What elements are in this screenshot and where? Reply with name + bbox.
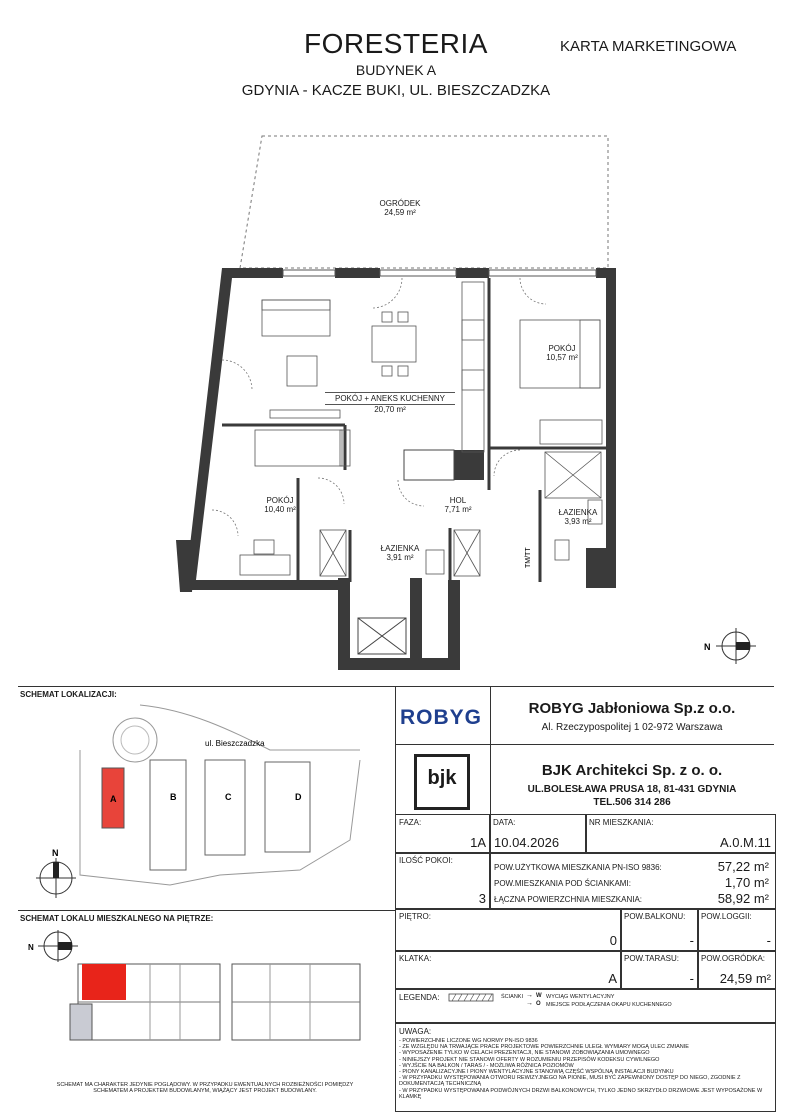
cell-faza: FAZA: 1A [395,814,491,854]
cell-data: DATA: 10.04.2026 [489,814,587,854]
arrow-icon-2: → [526,1000,533,1007]
location-compass-letter: N [52,848,59,858]
floor-schema-map [20,924,390,1050]
garden-label: OGRÓDEK 24,59 m² [379,199,421,217]
cell-klatka: KLATKA: A [395,950,622,990]
location-compass-icon [36,858,76,898]
legend: LEGENDA: ŚCIANKI → W WYCIĄG WENTYLACYJNY → O MIEJSCE PODŁĄCZENIA OKAPU KUCHENNEGO [395,988,776,1024]
street-label: ul. Bieszczadzka [205,739,265,748]
room-label-bathroom-2: ŁAZIENKA 3,91 m² [380,544,420,562]
cell-areas: POW.UŻYTKOWA MIESZKANIA PN-ISO 9836: 57,22 m² POW.MIESZKANIA POD ŚCIANKAMI: 1,70 m² ŁĄCZNA POWIERZCHNIA MIESZKANIA: 58,92 m² [489,852,776,910]
room-label-pokoj-1: POKÓJ 10,57 m² [546,344,578,362]
floor-schema-heading: SCHEMAT LOKALU MIESZKALNEGO NA PIĘTRZE: [20,914,214,923]
furniture [240,282,602,576]
building-b-label: B [170,792,177,802]
cell-loggia: POW.LOGGII: - [697,908,776,952]
cell-nr: NR MIESZKANIA: A.0.M.11 [585,814,776,854]
cell-pokoi: ILOŚĆ POKOI: 3 [395,852,491,910]
notes-list: - POWIERZCHNIE LICZONE WG NORMY PN-ISO 9836 - ZE WZGLĘDU NA TRWAJĄCE PRACE PROJEKTOWE POWIERZCHNIE ULEGŁ WYMIARY MOGĄ ULEC ZMIANIE - WYPOSAŻENIE TYLKO W CELACH PREZENTACJI, NIE STANOWI ZOBOWIĄZANIA UMOWNEGO - NINIEJSZY PROJEKT NIE STANOWI OFERTY W ROZUMIENIU PRZEPISÓW KODEKSU CYWILNEGO - WYJŚCIE NA BALKON / TARAS / - MOŻLIWA RÓŻNICA POZIOMÓW - PIONY KANALIZACYJNE I PIONY WENTYLACYJNE STANOWIĄ CZĘŚĆ WSPÓLNĄ INSTALACJI BUDYNKU - W PRZYPADKU WYSTĘPOWANIA OTWORU REWIZYJNEGO NA PIONIE, MUSI BYĆ ZAPEWNIONY DOSTĘP DO NIEGO, ZGODNIE Z DOKUMENTACJĄ TECHNICZNĄ - W PRZYPADKU WYSTĘPOWANIA PODWÓJNYCH DRZWI BALKONOWYCH, TYLKO JEDNO SKRZYDŁO DRZWIOWE JEST WYPOSAŻONE W KLAMKĘ [399,1038,763,1100]
bjk-address: UL.BOLESŁAWA PRUSA 18, 81-431 GDYNIA [527,784,737,795]
robyg-address: Al. Rzeczypospolitej 1 02-972 Warszawa [541,722,723,733]
tm-label: TM/TT [525,547,532,568]
cell-pietro: PIĘTRO: 0 [395,908,622,952]
cell-balkon: POW.BALKONU: - [620,908,699,952]
floor-compass-icon [38,930,78,962]
location-heading: SCHEMAT LOKALIZACJI: [20,690,117,699]
building-name: BUDYNEK A [355,62,437,78]
room-label-pokoj-2: POKÓJ 10,40 m² [264,496,296,514]
bjk-phone: TEL.506 314 286 [593,797,671,808]
divider-top [18,686,774,687]
bjk-logo: bjk [414,754,470,810]
divider-left-mid [18,910,395,911]
logo-divider [490,686,491,814]
project-address: GDYNIA - KACZE BUKI, UL. BIESZCZADZKA [241,82,551,99]
arrow-icon: → [526,992,533,999]
room-label-bathroom-1: ŁAZIENKA 3,93 m² [558,508,598,526]
schema-disclaimer: SCHEMAT MA CHARAKTER JEDYNIE POGLĄDOWY. W PRZYPADKU EWENTUALNYCH ROZBIEŻNOŚCI POMIĘDZY SCHEMATEM A PROJEKTEM BUDOWLANYM, WIĄŻĄCY JEST PROJEKT BUDOWLANY. [56,1082,354,1095]
project-title: FORESTERIA [304,28,488,59]
card-type: KARTA MARKETINGOWA [560,38,737,55]
building-c-label: C [225,792,232,802]
building-a-label: A [110,794,117,804]
cell-taras: POW.TARASU: - [620,950,699,990]
floor-compass-letter: N [28,943,34,952]
compass-letter: N [704,642,711,652]
company-divider [395,744,774,745]
room-label-living-kitchen: POKÓJ + ANEKS KUCHENNY 20,70 m² [325,392,455,414]
robyg-logo: ROBYG [400,706,483,729]
cell-ogrodek: POW.OGRÓDKA: 24,59 m² [697,950,776,990]
compass-icon [716,628,756,664]
location-map [20,700,390,905]
staircase-block [338,578,460,670]
bjk-name: BJK Architekci Sp. z o. o. [541,762,723,779]
room-label-hol: HOL 7,71 m² [444,496,472,514]
notes: UWAGA: - POWIERZCHNIE LICZONE WG NORMY PN-ISO 9836 - ZE WZGLĘDU NA TRWAJĄCE PRACE PROJEKTOWE POWIERZCHNIE ULEGŁ WYMIARY MOGĄ ULEC ZMIANIE - WYPOSAŻENIE TYLKO W CELACH PREZENTACJI, NIE STANOWI ZOBOWIĄZANIA UMOWNEGO - NINIEJSZY PROJEKT NIE STANOWI OFERTY W ROZUMIENIU PRZEPISÓW KODEKSU CYWILNEGO - WYJŚCIE NA BALKON / TARAS / - MOŻLIWA RÓŻNICA POZIOMÓW - PIONY KANALIZACYJNE I PIONY WENTYLACYJNE STANOWIĄ CZĘŚĆ WSPÓLNĄ INSTALACJI BUDYNKU - W PRZYPADKU WYSTĘPOWANIA OTWORU REWIZYJNEGO NA PIONIE, MUSI BYĆ ZAPEWNIONY DOSTĘP DO NIEGO, ZGODNIE Z DOKUMENTACJĄ TECHNICZNĄ - W PRZYPADKU WYSTĘPOWANIA PODWÓJNYCH DRZWI BALKONOWYCH, TYLKO JEDNO SKRZYDŁO DRZWIOWE JEST WYPOSAŻONE W KLAMKĘ [395,1022,776,1112]
building-d-label: D [295,792,302,802]
hatch-icon [448,993,494,1003]
robyg-name: ROBYG Jabłoniowa Sp.z o.o. [528,700,736,717]
